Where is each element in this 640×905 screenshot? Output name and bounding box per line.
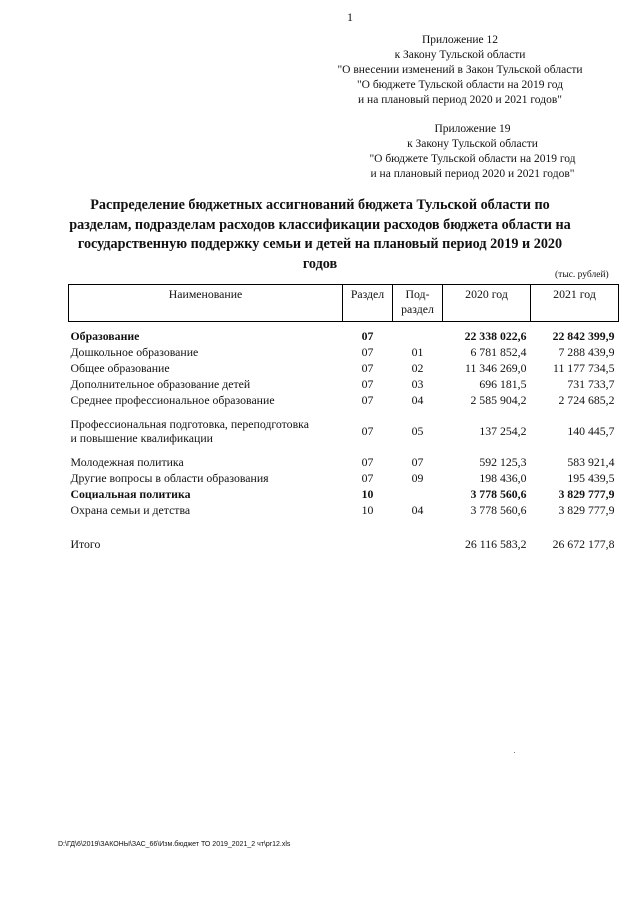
budget-table: [68, 284, 619, 552]
row-2021: 140 445,7: [567, 423, 615, 438]
row-2020: 22 338 022,6: [464, 328, 527, 343]
row-name: [69, 408, 343, 454]
row-name: Среднее профессиональное образование: [70, 392, 275, 407]
file-path-footer: D:\ГД\6\2019\ЗАКОНЫ\ЗАС_66\Изм.бюджет ТО 2019_2021_2 чт\pr12.xls: [58, 841, 291, 848]
row-subsection: [393, 486, 443, 502]
table-row: [69, 344, 619, 360]
row-2021: 3 829 777,9: [558, 502, 615, 517]
row-subsection: 05: [411, 423, 424, 438]
table-row: [69, 470, 619, 486]
row-subsection: 01: [411, 344, 424, 359]
row-2021: 2 724 685,2: [558, 392, 615, 407]
table-row: [69, 376, 619, 392]
total-2021: 26 672 177,8: [552, 536, 615, 551]
table-row: [69, 392, 619, 408]
row-section: 07: [361, 454, 374, 469]
scan-speck: [514, 752, 515, 753]
row-2021: 22 842 399,9: [552, 328, 615, 343]
row-2020: 3 778 560,6: [470, 502, 527, 517]
row-name: Другие вопросы в области образования: [70, 470, 269, 485]
annex-original-line: Приложение 19: [434, 123, 511, 135]
annex-original-line: к Закону Тульской области: [407, 138, 538, 150]
units-label: (тыс. рублей): [555, 270, 609, 280]
page-number: 1: [347, 10, 353, 24]
total-2020: 26 116 583,2: [465, 536, 527, 551]
row-subsection: 07: [411, 454, 424, 469]
row-section: 10: [361, 502, 374, 517]
row-section: 10: [361, 486, 374, 501]
row-2021: 731 733,7: [567, 376, 615, 391]
table-row: [69, 408, 619, 454]
row-name: Дошкольное образование: [70, 344, 199, 359]
total-label: Итого: [70, 536, 101, 551]
row-subsection: 09: [411, 470, 424, 485]
table-row: [69, 360, 619, 376]
document-title: [66, 196, 574, 274]
header-name: Наименование: [69, 285, 343, 322]
row-section: 07: [361, 360, 374, 375]
row-section: 07: [361, 344, 374, 359]
header-subsection-line2: раздел: [401, 302, 434, 316]
title-line: государственную поддержку семьи и детей на плановый период 2019 и 2020: [77, 236, 563, 252]
row-2020: 6 781 852,4: [470, 344, 527, 359]
row-section: 07: [361, 328, 374, 343]
total-row: [69, 536, 619, 552]
row-section: 07: [361, 423, 374, 438]
row-section: 07: [361, 470, 374, 485]
row-2021: 11 177 734,5: [553, 360, 615, 375]
row-subsection: 02: [411, 360, 424, 375]
row-name: Общее образование: [70, 360, 170, 375]
annex-original-line: "О бюджете Тульской области на 2019 год: [369, 153, 576, 165]
row-name: Молодежная политика: [70, 454, 184, 469]
table-row: [69, 502, 619, 518]
annex-current-header: [330, 33, 590, 108]
row-2020: 137 254,2: [479, 423, 527, 438]
annex-current-line: "О бюджете Тульской области на 2019 год: [356, 79, 564, 91]
row-subsection: 04: [411, 392, 424, 407]
row-2020: 696 181,5: [479, 376, 527, 391]
row-subsection: [393, 328, 443, 344]
row-name: Социальная политика: [70, 486, 191, 501]
row-name: Охрана семьи и детства: [70, 502, 191, 517]
row-2020: 198 436,0: [479, 470, 527, 485]
annex-current-line: "О внесении изменений в Закон Тульской области: [337, 64, 583, 76]
row-name: Образование: [70, 328, 140, 343]
annex-original-header: [360, 122, 585, 182]
table-header-row: [69, 285, 619, 322]
table-row: [69, 454, 619, 470]
annex-current-line: к Закону Тульской области: [394, 49, 526, 61]
annex-current-line: и на плановый период 2020 и 2021 годов": [358, 94, 562, 106]
annex-original-line: и на плановый период 2020 и 2021 годов": [370, 168, 575, 180]
row-2021: 583 921,4: [567, 454, 615, 469]
row-2020: 592 125,3: [479, 454, 527, 469]
row-name: Дополнительное образование детей: [70, 376, 251, 391]
row-2021: 3 829 777,9: [558, 486, 615, 501]
table-row: [69, 486, 619, 502]
row-name-line1: Профессиональная подготовка, переподготовка: [70, 416, 309, 431]
header-section: Раздел: [343, 285, 393, 322]
row-name-line2: и повышение квалификации: [70, 430, 213, 445]
header-year-2021: 2021 год: [531, 285, 619, 322]
title-line: разделам, подразделам расходов классификации расходов бюджета области на: [69, 216, 571, 233]
row-2020: 3 778 560,6: [470, 486, 527, 501]
row-subsection: 03: [411, 376, 424, 391]
header-year-2020: 2020 год: [443, 285, 531, 322]
row-2020: 2 585 904,2: [470, 392, 527, 407]
header-subsection: [393, 285, 443, 322]
row-section: 07: [361, 376, 374, 391]
row-2021: 195 439,5: [567, 470, 615, 485]
row-2021: 7 288 439,9: [558, 344, 615, 359]
row-2020: 11 346 269,0: [465, 360, 527, 375]
row-subsection: 04: [411, 502, 424, 517]
annex-current-line: Приложение 12: [421, 34, 499, 46]
table-row: [69, 328, 619, 344]
row-section: 07: [361, 392, 374, 407]
title-line: Распределение бюджетных ассигнований бюджета Тульской области по: [90, 197, 550, 213]
title-line: годов: [302, 255, 338, 272]
header-subsection-line1: Под-: [405, 287, 430, 301]
